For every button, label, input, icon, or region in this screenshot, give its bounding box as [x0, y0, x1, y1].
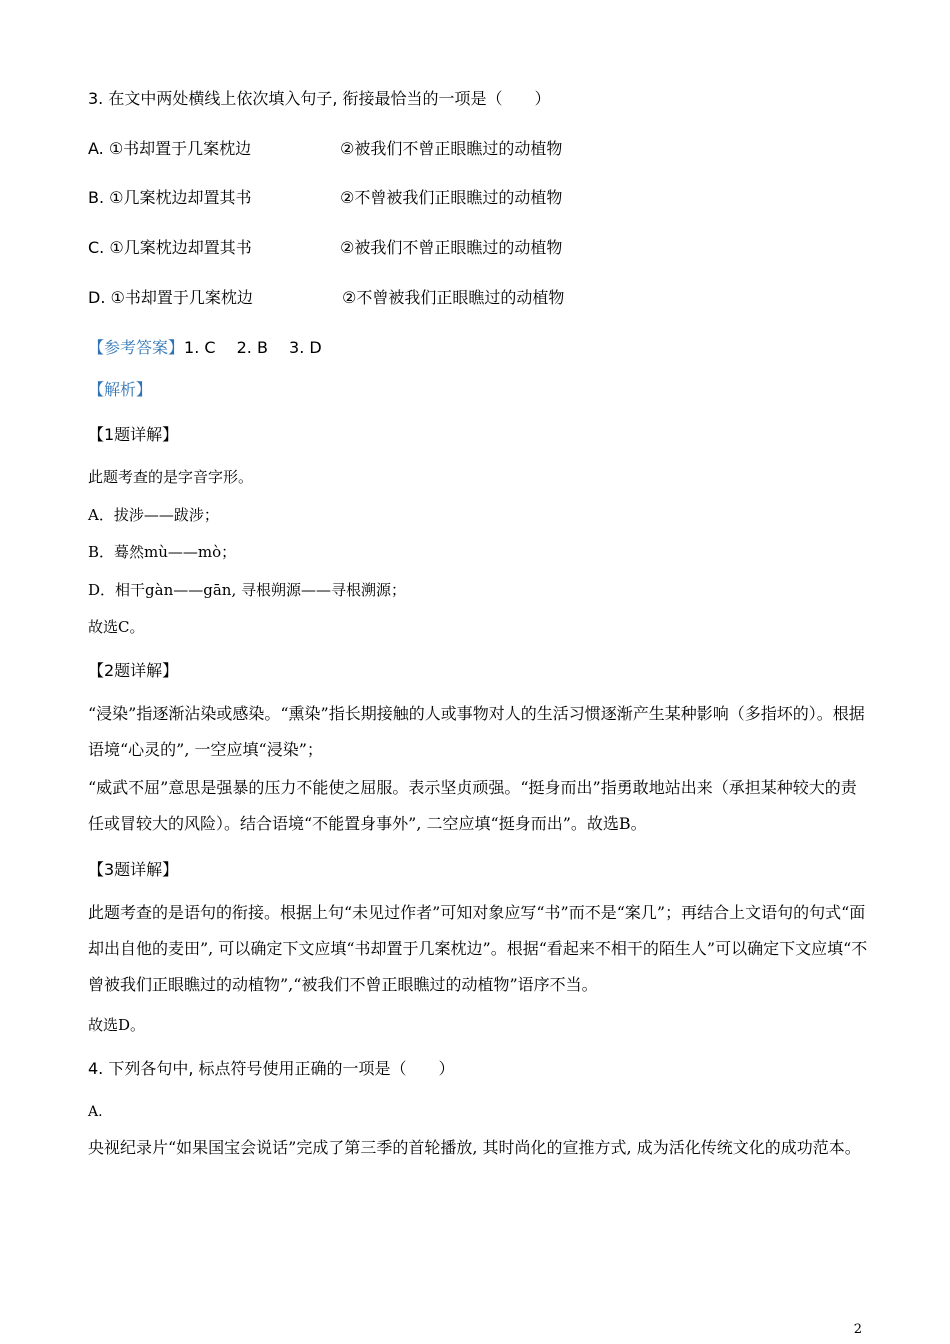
q4-option-a-text: 央视纪录片“如果国宝会说话”完成了第三季的首轮播放, 其时尚化的宣推方式, 成为活化传统文化的成功范本。	[88, 1138, 861, 1157]
d3-paragraph-2: 故选D。	[88, 1016, 146, 1034]
d1-line-3: B．蓦然mù——mò；	[88, 543, 237, 561]
d3-paragraph-1: 此题考查的是语句的衔接。根据上句“未见过作者”可知对象应写“书”而不是“案几”；再结合上文语句的句式“面却出自他的麦田”, 可以确定下文应填“书却置于几案枕边”。根据“看起来不相干的陌生人”可以确定下文应填“不曾被我们正眼瞧过的动植物”,“被我们不曾正眼瞧过的动植物”语序不当。	[88, 903, 868, 994]
d1-line-1: 此题考查的是字音字形。	[88, 468, 254, 486]
d1-line-2: A．拔涉——跋涉；	[88, 506, 219, 524]
d2-paragraph-1: “浸染”指逐渐沾染或感染。“熏染”指长期接触的人或事物对人的生活习惯逐渐产生某种影响（多指坏的）。根据语境“心灵的”, 一空应填“浸染”；	[88, 704, 865, 759]
q3-option-c-part2: ②被我们不曾正眼瞧过的动植物	[340, 238, 563, 257]
q3-option-a-part2: ②被我们不曾正眼瞧过的动植物	[340, 139, 563, 158]
d2-paragraph-2: “威武不屈”意思是强暴的压力不能使之屈服。表示坚贞顽强。“挺身而出”指勇敢地站出来（承担某种较大的责任或冒较大的风险）。结合语境“不能置身事外”, 二空应填“挺身而出”。故选B。	[88, 778, 857, 833]
q3-option-c-part1: C. ①几案枕边却置其书	[88, 238, 252, 257]
page-number: 2	[853, 1322, 862, 1337]
q3-option-b	[88, 188, 252, 208]
q3-option-d	[88, 288, 253, 308]
analysis-label: 【解析】	[88, 380, 153, 399]
d1-title: 【1题详解】	[88, 425, 179, 444]
d1-line-5: 故选C。	[88, 618, 145, 636]
q3-option-c	[88, 238, 252, 258]
q3-option-b-part1: B. ①几案枕边却置其书	[88, 188, 252, 207]
answer-label: 【参考答案】	[88, 338, 185, 357]
q3-option-d-part2: ②不曾被我们正眼瞧过的动植物	[342, 288, 565, 307]
d1-line-4: D．相干gàn——gān, 寻根朔源——寻根溯源；	[88, 581, 406, 599]
answer-value: 1. C 2. B 3. D	[184, 338, 322, 357]
q3-option-a-part1: A. ①书却置于几案枕边	[88, 139, 252, 158]
answer-line	[88, 338, 322, 358]
q3-option-b-part2: ②不曾被我们正眼瞧过的动植物	[340, 188, 563, 207]
q3-stem: 3. 在文中两处横线上依次填入句子, 衔接最恰当的一项是（ ）	[88, 89, 551, 108]
d3-title: 【3题详解】	[88, 860, 179, 879]
q3-option-a	[88, 139, 251, 159]
q4-option-a-label: A.	[88, 1104, 103, 1120]
q3-option-d-part1: D. ①书却置于几案枕边	[88, 288, 253, 307]
q4-stem: 4. 下列各句中, 标点符号使用正确的一项是（ ）	[88, 1059, 455, 1078]
d2-title: 【2题详解】	[88, 661, 179, 680]
